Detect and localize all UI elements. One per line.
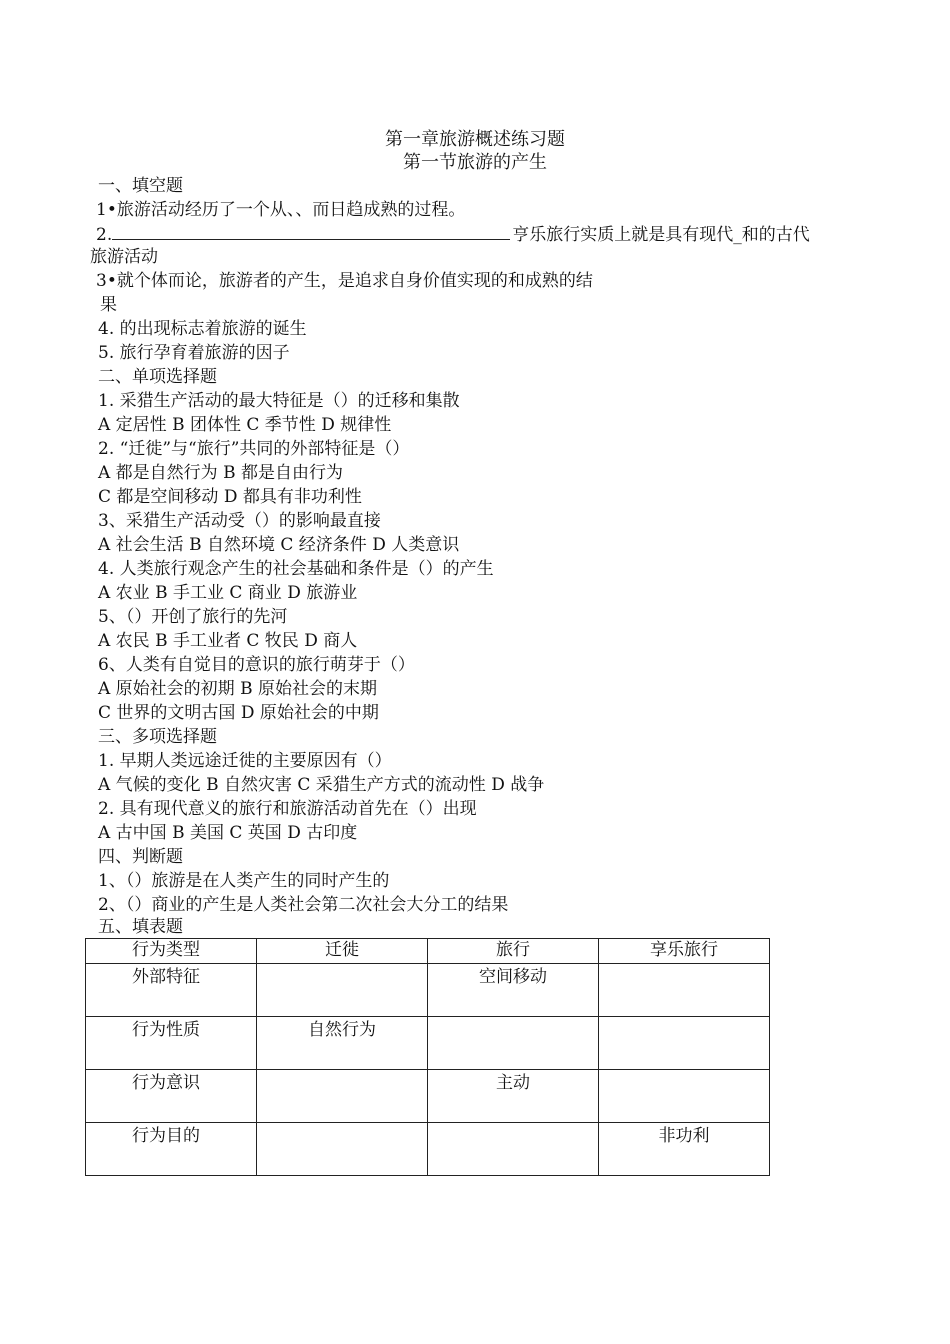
question-options: A 农业 B 手工业 C 商业 D 旅游业	[98, 583, 358, 603]
table-cell: 主动	[428, 1070, 599, 1123]
question-text: 2、（）商业的产生是人类社会第二次社会大分工的结果	[98, 895, 509, 915]
table-header-cell: 迁徙	[257, 939, 428, 964]
question-text	[96, 224, 810, 246]
table-cell	[599, 1070, 770, 1123]
table-row	[86, 1070, 770, 1123]
question-text: 2. “迁徙”与“旅行”共同的外部特征是（）	[98, 439, 410, 459]
table-cell: 非功利	[599, 1123, 770, 1176]
section-heading-fill-table: 五、填表题	[98, 917, 183, 937]
question-text: 3•就个体而论，旅游者的产生，是追求自身价值实现的和成熟的结	[96, 271, 593, 291]
section-heading-fill-blank: 一、填空题	[98, 176, 183, 196]
question-options: A 社会生活 B 自然环境 C 经济条件 D 人类意识	[98, 535, 460, 555]
question-options: A 原始社会的初期 B 原始社会的末期	[98, 679, 377, 699]
table-cell: 自然行为	[257, 1017, 428, 1070]
question-text-continued: 果	[100, 295, 117, 315]
table-row	[86, 1017, 770, 1070]
table-row-label: 行为意识	[86, 1070, 257, 1123]
page-subtitle: 第一节旅游的产生	[403, 152, 547, 173]
fill-in-table	[85, 938, 770, 1176]
question-text: 5、（）开创了旅行的先河	[98, 607, 288, 627]
question-text: 1、（）旅游是在人类产生的同时产生的	[98, 871, 390, 891]
question-options: A 古中国 B 美国 C 英国 D 古印度	[98, 823, 358, 843]
question-number: 2.	[96, 225, 113, 245]
question-options: A 定居性 B 团体性 C 季节性 D 规律性	[98, 415, 392, 435]
table-header-cell: 行为类型	[86, 939, 257, 964]
question-text: 1. 早期人类远途迁徙的主要原因有（）	[98, 751, 392, 771]
table-cell	[428, 1123, 599, 1176]
table-row-label: 行为目的	[86, 1123, 257, 1176]
table-row	[86, 1123, 770, 1176]
table-header-cell: 享乐旅行	[599, 939, 770, 964]
table-header-cell: 旅行	[428, 939, 599, 964]
section-heading-true-false: 四、判断题	[98, 847, 183, 867]
table-row-label: 外部特征	[86, 964, 257, 1017]
table-cell	[428, 1017, 599, 1070]
table-row	[86, 964, 770, 1017]
question-options: C 都是空间移动 D 都具有非功利性	[98, 487, 362, 507]
blank-underline	[112, 224, 510, 240]
question-text-suffix: 亨乐旅行实质上就是具有现代_和的古代	[512, 225, 810, 245]
question-options: A 农民 B 手工业者 C 牧民 D 商人	[98, 631, 358, 651]
question-text: 4. 人类旅行观念产生的社会基础和条件是（）的产生	[98, 559, 494, 579]
table-cell: 空间移动	[428, 964, 599, 1017]
section-heading-single-choice: 二、单项选择题	[98, 367, 217, 387]
question-options: A 气候的变化 B 自然灾害 C 采猎生产方式的流动性 D 战争	[98, 775, 545, 795]
question-text: 2. 具有现代意义的旅行和旅游活动首先在（）出现	[98, 799, 477, 819]
table-cell	[257, 1070, 428, 1123]
table-header-row	[86, 939, 770, 964]
question-options: C 世界的文明古国 D 原始社会的中期	[98, 703, 379, 723]
table-cell	[599, 1017, 770, 1070]
question-text: 5. 旅行孕育着旅游的因子	[98, 343, 290, 363]
table-cell	[257, 964, 428, 1017]
page-title: 第一章旅游概述练习题	[385, 129, 565, 150]
question-text: 6、人类有自觉目的意识的旅行萌芽于（）	[98, 655, 415, 675]
section-heading-multiple-choice: 三、多项选择题	[98, 727, 217, 747]
question-text: 4. 的出现标志着旅游的诞生	[98, 319, 307, 339]
table-cell	[257, 1123, 428, 1176]
question-text-continued: 旅游活动	[90, 247, 158, 267]
question-text: 3、采猎生产活动受（）的影响最直接	[98, 511, 381, 531]
table-row-label: 行为性质	[86, 1017, 257, 1070]
question-text: 1. 采猎生产活动的最大特征是（）的迁移和集散	[98, 391, 460, 411]
question-text: 1•旅游活动经历了一个从、、而日趋成熟的过程。	[96, 200, 466, 220]
table-cell	[599, 964, 770, 1017]
question-options: A 都是自然行为 B 都是自由行为	[98, 463, 343, 483]
